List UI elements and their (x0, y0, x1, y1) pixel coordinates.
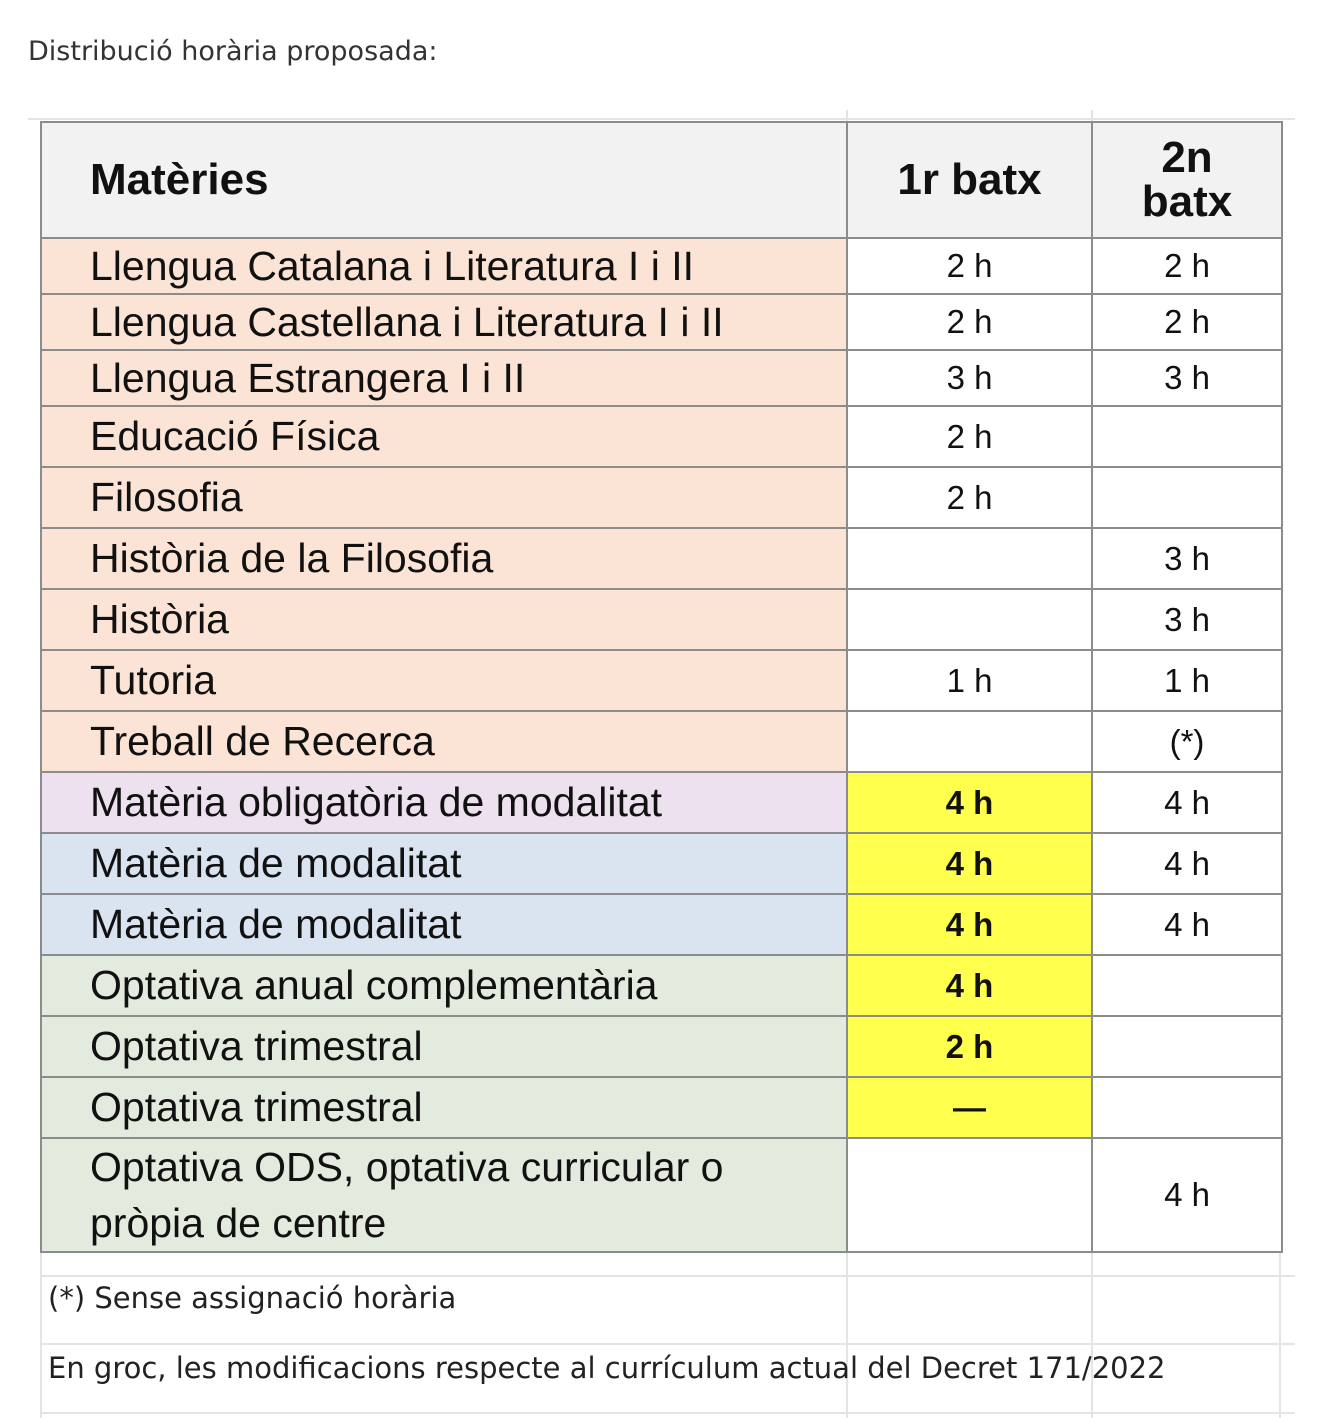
table-row (41, 589, 1282, 650)
table-row (41, 1077, 1282, 1138)
table-row (41, 467, 1282, 528)
year2-cell (1092, 1077, 1282, 1138)
subject-cell: Matèria obligatòria de modalitat (41, 772, 847, 833)
table-row (41, 772, 1282, 833)
subject-cell: Treball de Recerca (41, 711, 847, 772)
subject-cell: Optativa trimestral (41, 1077, 847, 1138)
grid-line (28, 118, 1295, 120)
footnote-yellow: En groc, les modificacions respecte al currículum actual del Decret 171/2022 (48, 1351, 1166, 1385)
grid-line (1279, 1248, 1281, 1418)
year2-cell (1092, 955, 1282, 1016)
year1-cell (847, 711, 1092, 772)
table-row (41, 350, 1282, 406)
subject-cell: Tutoria (41, 650, 847, 711)
table-row (41, 833, 1282, 894)
year1-cell-highlighted: 4 h (847, 833, 1092, 894)
grid-line (40, 1248, 42, 1418)
subject-cell: Filosofia (41, 467, 847, 528)
intro-text: Distribució horària proposada: (28, 36, 438, 67)
table-row (41, 894, 1282, 955)
grid-line (1091, 1248, 1093, 1418)
grid-line (40, 1275, 1295, 1277)
schedule-table (40, 121, 1283, 1253)
year2-cell: 4 h (1092, 772, 1282, 833)
year1-cell: 2 h (847, 467, 1092, 528)
year2-cell: 2 h (1092, 294, 1282, 350)
subject-cell: Optativa ODS, optativa curricular o pròpia de centre (41, 1138, 847, 1252)
year1-cell: 2 h (847, 238, 1092, 294)
table-row (41, 650, 1282, 711)
subject-cell: Llengua Catalana i Literatura I i II (41, 238, 847, 294)
subject-cell: Història (41, 589, 847, 650)
year1-cell-highlighted: 2 h (847, 1016, 1092, 1077)
year1-cell: 3 h (847, 350, 1092, 406)
table-row (41, 955, 1282, 1016)
year2-cell: 3 h (1092, 589, 1282, 650)
year2-cell (1092, 406, 1282, 467)
year1-cell (847, 589, 1092, 650)
year1-cell: 2 h (847, 294, 1092, 350)
year1-cell-highlighted: 4 h (847, 955, 1092, 1016)
table-row (41, 528, 1282, 589)
header-year2-line2: batx (1141, 177, 1233, 226)
table-row (41, 1138, 1282, 1252)
header-year2 (1092, 122, 1282, 238)
subject-cell: Optativa anual complementària (41, 955, 847, 1016)
footnote-no-hours: (*) Sense assignació horària (48, 1281, 457, 1315)
year2-cell (1092, 467, 1282, 528)
subject-cell: Optativa trimestral (41, 1016, 847, 1077)
subject-cell: Matèria de modalitat (41, 833, 847, 894)
year2-cell: (*) (1092, 711, 1282, 772)
year2-cell: 4 h (1092, 833, 1282, 894)
subject-cell: Llengua Estrangera I i II (41, 350, 847, 406)
table-row (41, 711, 1282, 772)
year2-cell: 4 h (1092, 1138, 1282, 1252)
year1-cell (847, 1138, 1092, 1252)
year2-cell: 2 h (1092, 238, 1282, 294)
header-subject: Matèries (41, 122, 847, 238)
grid-line (40, 1343, 1295, 1345)
header-year1: 1r batx (847, 122, 1092, 238)
subject-cell: Història de la Filosofia (41, 528, 847, 589)
year2-cell: 3 h (1092, 528, 1282, 589)
year1-cell: 2 h (847, 406, 1092, 467)
year2-cell (1092, 1016, 1282, 1077)
table-row (41, 238, 1282, 294)
subject-cell: Matèria de modalitat (41, 894, 847, 955)
table-row (41, 406, 1282, 467)
year1-cell: 1 h (847, 650, 1092, 711)
table-row (41, 1016, 1282, 1077)
year2-cell: 1 h (1092, 650, 1282, 711)
year2-cell: 3 h (1092, 350, 1282, 406)
grid-line (846, 1248, 848, 1418)
year1-cell-highlighted: 4 h (847, 894, 1092, 955)
year1-cell-highlighted: — (847, 1077, 1092, 1138)
year1-cell (847, 528, 1092, 589)
header-year2-line1: 2n (1161, 133, 1213, 182)
table-row (41, 294, 1282, 350)
subject-cell: Llengua Castellana i Literatura I i II (41, 294, 847, 350)
grid-line (40, 1412, 1295, 1414)
subject-cell: Educació Física (41, 406, 847, 467)
year2-cell: 4 h (1092, 894, 1282, 955)
header-row (41, 122, 1282, 238)
year1-cell-highlighted: 4 h (847, 772, 1092, 833)
